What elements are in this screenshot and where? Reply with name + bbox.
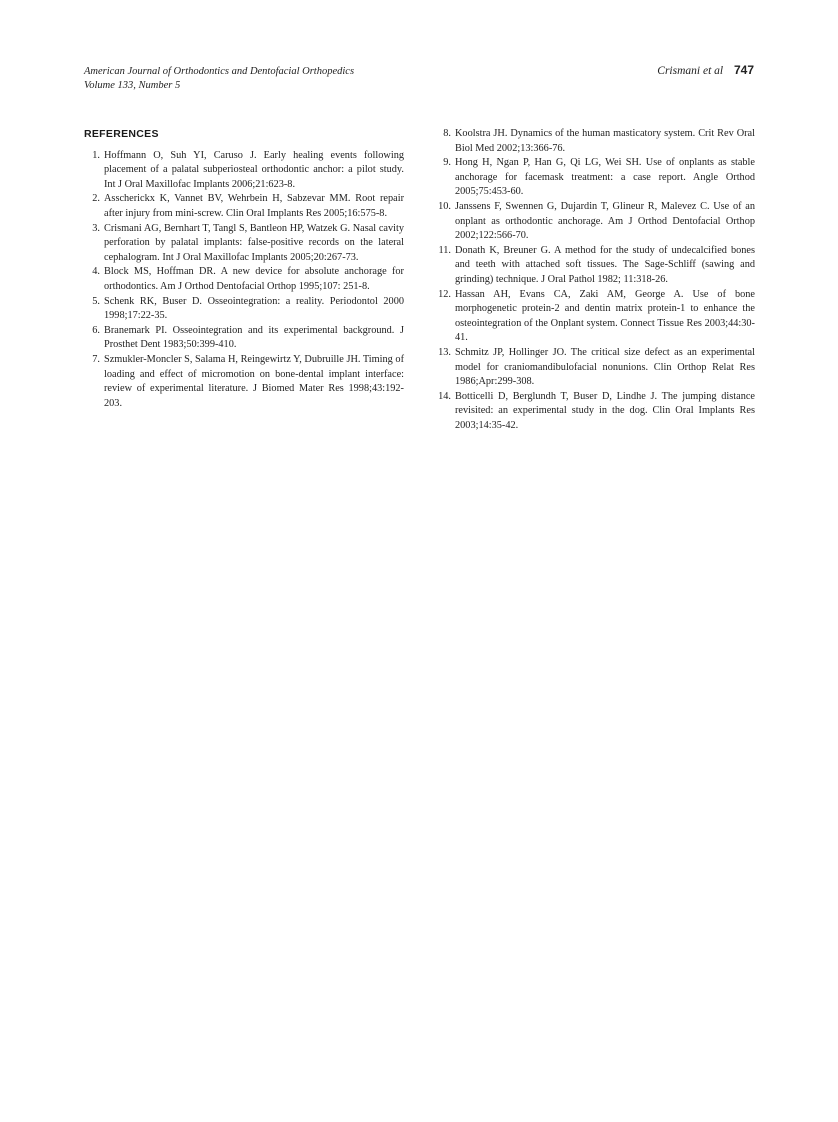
reference-number: 12.: [438, 288, 451, 300]
reference-text: Crismani AG, Bernhart T, Tangl S, Bantleon HP, Watzek G. Nasal cavity perforation by palatal implants: false-positive records on the lateral cephalogram. Int J Oral Maxillofac Implants 2005;20:267-73.: [104, 222, 404, 263]
reference-number: 9.: [443, 157, 451, 169]
reference-item: [435, 346, 755, 390]
reference-number: 7.: [92, 353, 100, 365]
reference-item: [84, 149, 404, 193]
reference-text: Branemark PI. Osseointegration and its experimental background. J Prosthet Dent 1983;50:399-410.: [104, 324, 404, 351]
reference-text: Schmitz JP, Hollinger JO. The critical size defect as an experimental model for craniomandibulofacial nonunions. Clin Orthop Relat Res 1986;Apr:299-308.: [455, 346, 755, 388]
volume-info: Volume 133, Number 5: [84, 80, 181, 91]
references-column-left: [84, 127, 404, 411]
running-authors: Crismani et al: [657, 65, 724, 77]
reference-text: Donath K, Breuner G. A method for the study of undecalcified bones and teeth with attached soft tissues. The Sage-Schliff (sawing and grinding) technique. J Oral Pathol 1982; 11:318-26.: [455, 244, 755, 285]
reference-number: 11.: [438, 244, 451, 256]
reference-item: [84, 192, 404, 221]
reference-number: 5.: [92, 295, 100, 307]
references-column-right: [435, 127, 755, 433]
reference-number: 3.: [92, 222, 100, 234]
reference-item: [84, 353, 404, 411]
reference-number: 8.: [443, 128, 451, 139]
reference-text: Asscherickx K, Vannet BV, Wehrbein H, Sabzevar MM. Root repair after injury from mini-screw. Clin Oral Implants Res 2005;16:575-8.: [104, 193, 404, 219]
reference-item: [435, 288, 755, 346]
reference-text: Hoffmann O, Suh YI, Caruso J. Early healing events following placement of a palatal subperiosteal orthodontic anchor: a pilot study. Int J Oral Maxillofac Implants 2006;21:623-8.: [104, 149, 404, 190]
reference-item: [84, 295, 404, 324]
reference-item: [435, 200, 755, 244]
reference-item: [84, 324, 404, 353]
reference-item: [84, 265, 404, 294]
page-header-right: [657, 63, 754, 77]
reference-text: Hong H, Ngan P, Han G, Qi LG, Wei SH. Use of onplants as stable anchorage for facemask treatment: a case report. Angle Orthod 2005;75:453-60.: [455, 157, 755, 198]
reference-text: Szmukler-Moncler S, Salama H, Reingewirtz Y, Dubruille JH. Timing of loading and effect of micromotion on bone-dental implant interface: review of experimental literature. J Biomed Mater Res 1998;43:192-203.: [104, 353, 404, 409]
reference-number: 14.: [438, 390, 451, 402]
reference-item: [435, 244, 755, 288]
reference-number: 13.: [438, 346, 451, 358]
reference-item: [435, 156, 755, 200]
running-header: [84, 65, 354, 93]
reference-text: Block MS, Hoffman DR. A new device for absolute anchorage for orthodontics. Am J Orthod Dentofacial Orthop 1995;107: 251-8.: [104, 266, 404, 292]
reference-item: [435, 127, 755, 156]
reference-number: 6.: [92, 324, 100, 336]
references-heading: REFERENCES: [84, 128, 159, 140]
reference-text: Janssens F, Swennen G, Dujardin T, Glineur R, Malevez C. Use of an onplant as orthodontic anchorage. Am J Orthod Dentofacial Orthop 2002;122:566-70.: [455, 200, 755, 242]
reference-text: Botticelli D, Berglundh T, Buser D, Lindhe J. The jumping distance revisited: an experimental study in the dog. Clin Oral Implants Res 2003;14:35-42.: [455, 390, 755, 431]
page-number: 747: [733, 63, 754, 77]
reference-number: 4.: [92, 266, 100, 278]
reference-text: Koolstra JH. Dynamics of the human masticatory system. Crit Rev Oral Biol Med 2002;13:366-76.: [455, 128, 755, 154]
reference-number: 1.: [92, 149, 100, 161]
reference-item: [435, 390, 755, 434]
reference-number: 10.: [438, 200, 451, 212]
reference-text: Schenk RK, Buser D. Osseointegration: a reality. Periodontol 2000 1998;17:22-35.: [104, 295, 404, 322]
reference-text: Hassan AH, Evans CA, Zaki AM, George A. Use of bone morphogenetic protein-2 and dentin matrix protein-1 to enhance the osteointegration of the Onplant system. Connect Tissue Res 2003;44:30-41.: [455, 288, 755, 344]
journal-title: American Journal of Orthodontics and Dentofacial Orthopedics: [84, 66, 355, 77]
reference-item: [84, 222, 404, 266]
reference-number: 2.: [92, 193, 100, 205]
